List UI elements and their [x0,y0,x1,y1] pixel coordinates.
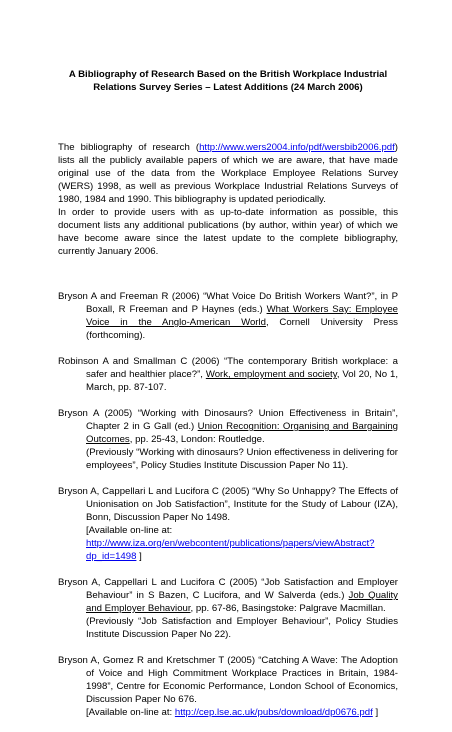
reference-list [58,290,398,732]
intro-text-after: ) lists all the publicly available papers of which we are aware, that have made original use of the data from the Workplace Employee Relations Survey (WERS) 1998, as well as previous Workplace Industrial Relations Surveys of 1980, 1984 and 1990. This bibliography is updated periodically. [58,142,398,205]
reference-entry [58,407,398,472]
intro-paragraph-1 [58,141,398,206]
ref-link-close: ] [372,707,379,718]
reference-entry [58,355,398,394]
ref-text: Robinson A and Smallman C (2006) “The contemporary British workplace: a safer and healthier place?”, [58,356,398,380]
ref-book-title: Job Quality and Employer Behaviour [86,590,398,614]
ref-link-close: ] [136,551,142,562]
ref-text: Bryson A and Freeman R (2006) “What Voice Do British Workers Want?”, in P Boxall, R Freeman and P Haynes (eds.) [58,291,398,315]
reference-entry [58,654,398,719]
ref-text: , Cornell University Press (forthcoming). [86,317,398,341]
ref-text: Bryson A (2005) “Working with Dinosaurs? Union Effectiveness in Britain”, Chapter 2 in G Gall (ed.) [58,408,398,432]
cep-paper-link[interactable]: http://cep.lse.ac.uk/pubs/download/dp0676.pdf [174,707,373,718]
reference-entry [58,290,398,342]
bibliography-link[interactable]: http://www.wers2004.info/pdf/wersbib2006.pdf [199,142,395,153]
ref-text: , pp. 67-86, Basingstoke: Palgrave Macmillan. [190,603,386,614]
ref-text: Bryson A, Gomez R and Kretschmer T (2005) “Catching A Wave: The Adoption of Voice and High Commitment Workplace Practices in Britain, 1984-1998”, Centre for Economic Performance, London School of Economics, Discussion Paper No 676. [58,655,398,705]
reference-entry [58,485,398,563]
ref-availability-line [86,706,398,719]
intro-paragraph-2: In order to provide users with as up-to-date information as possible, this document lists any additional publications (by author, within year) of which we have become aware since the latest update to the complete bibliography, currently January 2006. [58,207,398,257]
ref-text: Bryson A, Cappellari L and Lucifora C (2005) “Why So Unhappy? The Effects of Unionisation on Job Satisfaction”, Institute for the Study of Labour (IZA), Bonn, Discussion Paper No 1498. [58,486,398,523]
ref-book-title: What Workers Say: Employee Voice in the Anglo-American World [86,304,398,328]
ref-text: , pp. 25-43, London: Routledge. [129,434,265,445]
ref-note: (Previously “Working with dinosaurs? Union effectiveness in delivering for employees”, Policy Studies Institute Discussion Paper No 11). [86,447,398,471]
intro-section [58,141,398,258]
intro-text-before: The bibliography of research ( [58,142,200,153]
title-line-1: A Bibliography of Research Based on the British Workplace Industrial [68,69,388,80]
iza-paper-link[interactable]: http://www.iza.org/en/webcontent/publications/papers/viewAbstract?dp_id=1498 [86,538,375,562]
reference-entry [58,576,398,641]
document-title [58,68,398,94]
ref-text: , Vol 20, No 1, March, pp. 87-107. [86,369,398,393]
title-line-2: Relations Survey Series – Latest Additions (24 March 2006) [93,82,363,93]
ref-text: Bryson A, Cappellari L and Lucifora C (2005) “Job Satisfaction and Employer Behaviour” in S Bazen, C Lucifora, and W Salverda (eds.) [58,577,398,601]
ref-note: (Previously “Job Satisfaction and Employer Behaviour”, Policy Studies Institute Discussion Paper No 22). [86,616,398,640]
ref-link-line [86,537,398,563]
ref-journal-title: Work, employment and society [205,369,337,380]
ref-availability: [Available on-line at: [86,707,175,718]
ref-book-title: Union Recognition: Organising and Bargaining Outcomes [86,421,398,445]
ref-availability: [Available on-line at: [86,525,173,536]
